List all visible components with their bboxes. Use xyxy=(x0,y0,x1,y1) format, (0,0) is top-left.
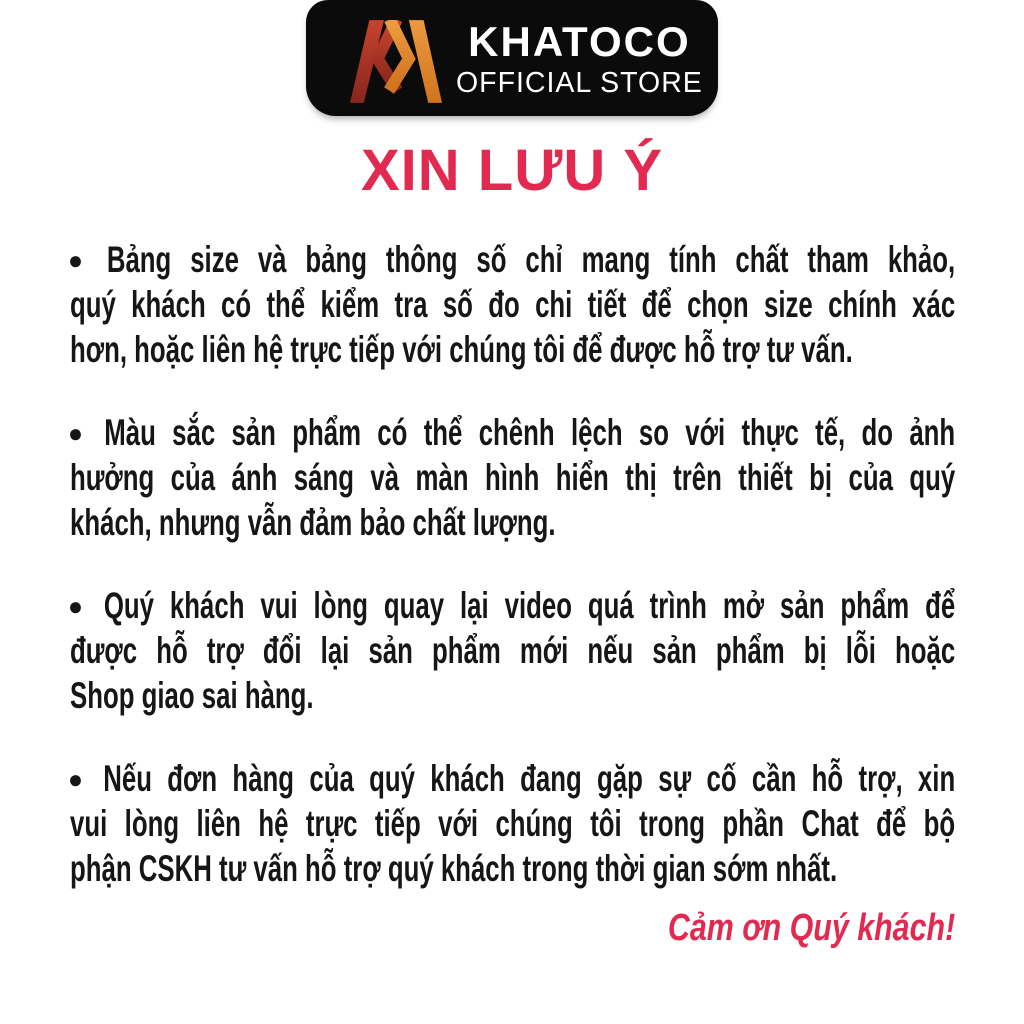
notice-line: ● Bảng size và bảng thông số chỉ mang tính chất tham khảo, xyxy=(67,239,956,280)
notice-line: được hỗ trợ đổi lại sản phẩm mới nếu sản phẩm bị lỗi hoặc xyxy=(70,630,956,671)
store-header-banner xyxy=(306,0,718,116)
notice-bullet-item xyxy=(67,237,956,372)
thanks-note: Cảm ơn Quý khách! xyxy=(667,907,956,949)
notice-line: quý khách có thể kiểm tra số đo chi tiết để chọn size chính xác xyxy=(70,284,956,325)
notice-line: hơn, hoặc liên hệ trực tiếp với chúng tôi để được hỗ trợ tư vấn. xyxy=(70,329,853,370)
page-title: XIN LƯU Ý xyxy=(360,138,664,203)
bullet-icon: ● xyxy=(67,418,84,448)
notice-line: ● Màu sắc sản phẩm có thể chênh lệch so với thực tế, do ảnh xyxy=(67,412,956,453)
notice-line: ● Nếu đơn hàng của quý khách đang gặp sự cố cần hỗ trợ, xin xyxy=(67,758,956,799)
notice-line: Shop giao sai hàng. xyxy=(70,675,314,716)
khatoco-m-logo-icon xyxy=(350,20,442,103)
notice-line: phận CSKH tư vấn hỗ trợ quý khách trong thời gian sớm nhất. xyxy=(70,848,838,889)
bullet-icon: ● xyxy=(67,764,84,794)
bullet-icon: ● xyxy=(67,245,84,275)
notice-bullet-item xyxy=(67,583,956,718)
brand-subtitle: OFFICIAL STORE xyxy=(456,66,703,99)
notice-bullet-item xyxy=(67,756,956,891)
notice-line: ● Quý khách vui lòng quay lại video quá trình mở sản phẩm để xyxy=(67,585,956,626)
brand-name: KHATOCO xyxy=(468,18,691,66)
notice-line: hưởng của ánh sáng và màn hình hiển thị trên thiết bị của quý xyxy=(70,457,956,498)
notice-list xyxy=(0,237,1024,891)
bullet-icon: ● xyxy=(67,591,84,621)
brand-block xyxy=(456,20,703,99)
notice-bullet-item xyxy=(67,410,956,545)
notice-line: vui lòng liên hệ trực tiếp với chúng tôi trong phần Chat để bộ xyxy=(70,803,956,844)
notice-line: khách, nhưng vẫn đảm bảo chất lượng. xyxy=(70,502,556,543)
